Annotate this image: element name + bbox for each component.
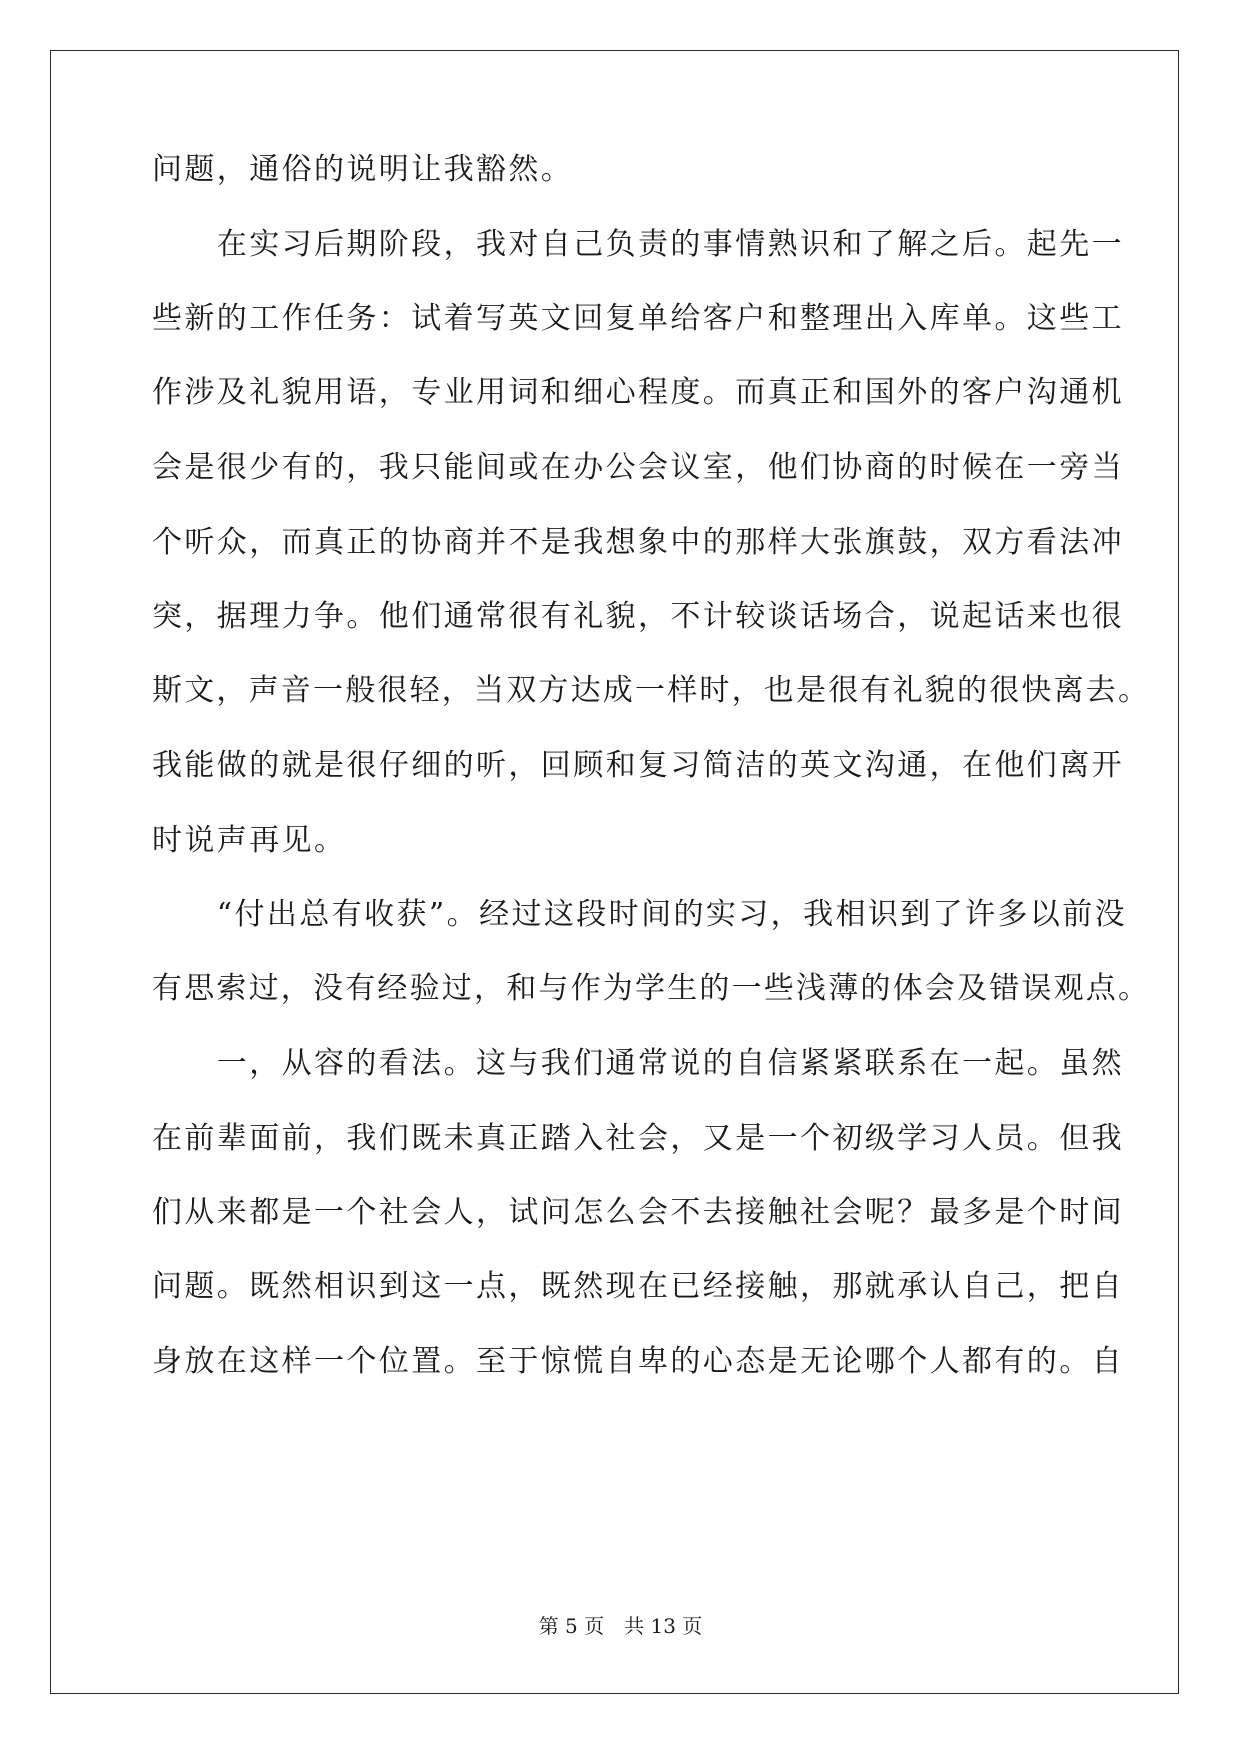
text-line: 问题。既然相识到这一点，既然现在已经接触，那就承认自己，把自	[152, 1269, 1124, 1304]
text-line: 在实习后期阶段，我对自己负责的事情熟识和了解之后。起先一	[152, 227, 1124, 262]
text-line: 些新的工作任务：试着写英文回复单给客户和整理出入库单。这些工	[152, 301, 1124, 336]
text-line: 身放在这样一个位置。至于惊慌自卑的心态是无论哪个人都有的。自	[152, 1344, 1124, 1379]
page-footer	[0, 1612, 1241, 1640]
text-line: 个听众，而真正的协商并不是我想象中的那样大张旗鼓，双方看法冲	[152, 525, 1124, 560]
text-line: 作涉及礼貌用语，专业用词和细心程度。而真正和国外的客户沟通机	[152, 375, 1124, 410]
page-number: 第 5 页	[538, 1614, 605, 1638]
text-line: 在前辈面前，我们既未真正踏入社会，又是一个初级学习人员。但我	[152, 1121, 1124, 1156]
text-line: 斯文，声音一般很轻，当双方达成一样时，也是很有礼貌的很快离去。	[152, 673, 1151, 708]
page-border	[50, 50, 1179, 1694]
text-line: 们从来都是一个社会人，试问怎么会不去接触社会呢？最多是个时间	[152, 1195, 1124, 1230]
text-line: 有思索过，没有经验过，和与作为学生的一些浅薄的体会及错误观点。	[152, 971, 1151, 1006]
text-line: 我能做的就是很仔细的听，回顾和复习简洁的英文沟通，在他们离开	[152, 748, 1124, 783]
page-total: 共 13 页	[624, 1614, 703, 1638]
text-line: 问题，通俗的说明让我豁然。	[152, 152, 574, 187]
text-line: 时说声再见。	[152, 823, 347, 858]
text-line: 突，据理力争。他们通常很有礼貌，不计较谈话场合，说起话来也很	[152, 599, 1124, 634]
text-line: 会是很少有的，我只能间或在办公会议室，他们协商的时候在一旁当	[152, 450, 1124, 485]
text-line: 一，从容的看法。这与我们通常说的自信紧紧联系在一起。虽然	[152, 1046, 1124, 1081]
text-line: “付出总有收获”。经过这段时间的实习，我相识到了许多以前没	[152, 897, 1128, 932]
